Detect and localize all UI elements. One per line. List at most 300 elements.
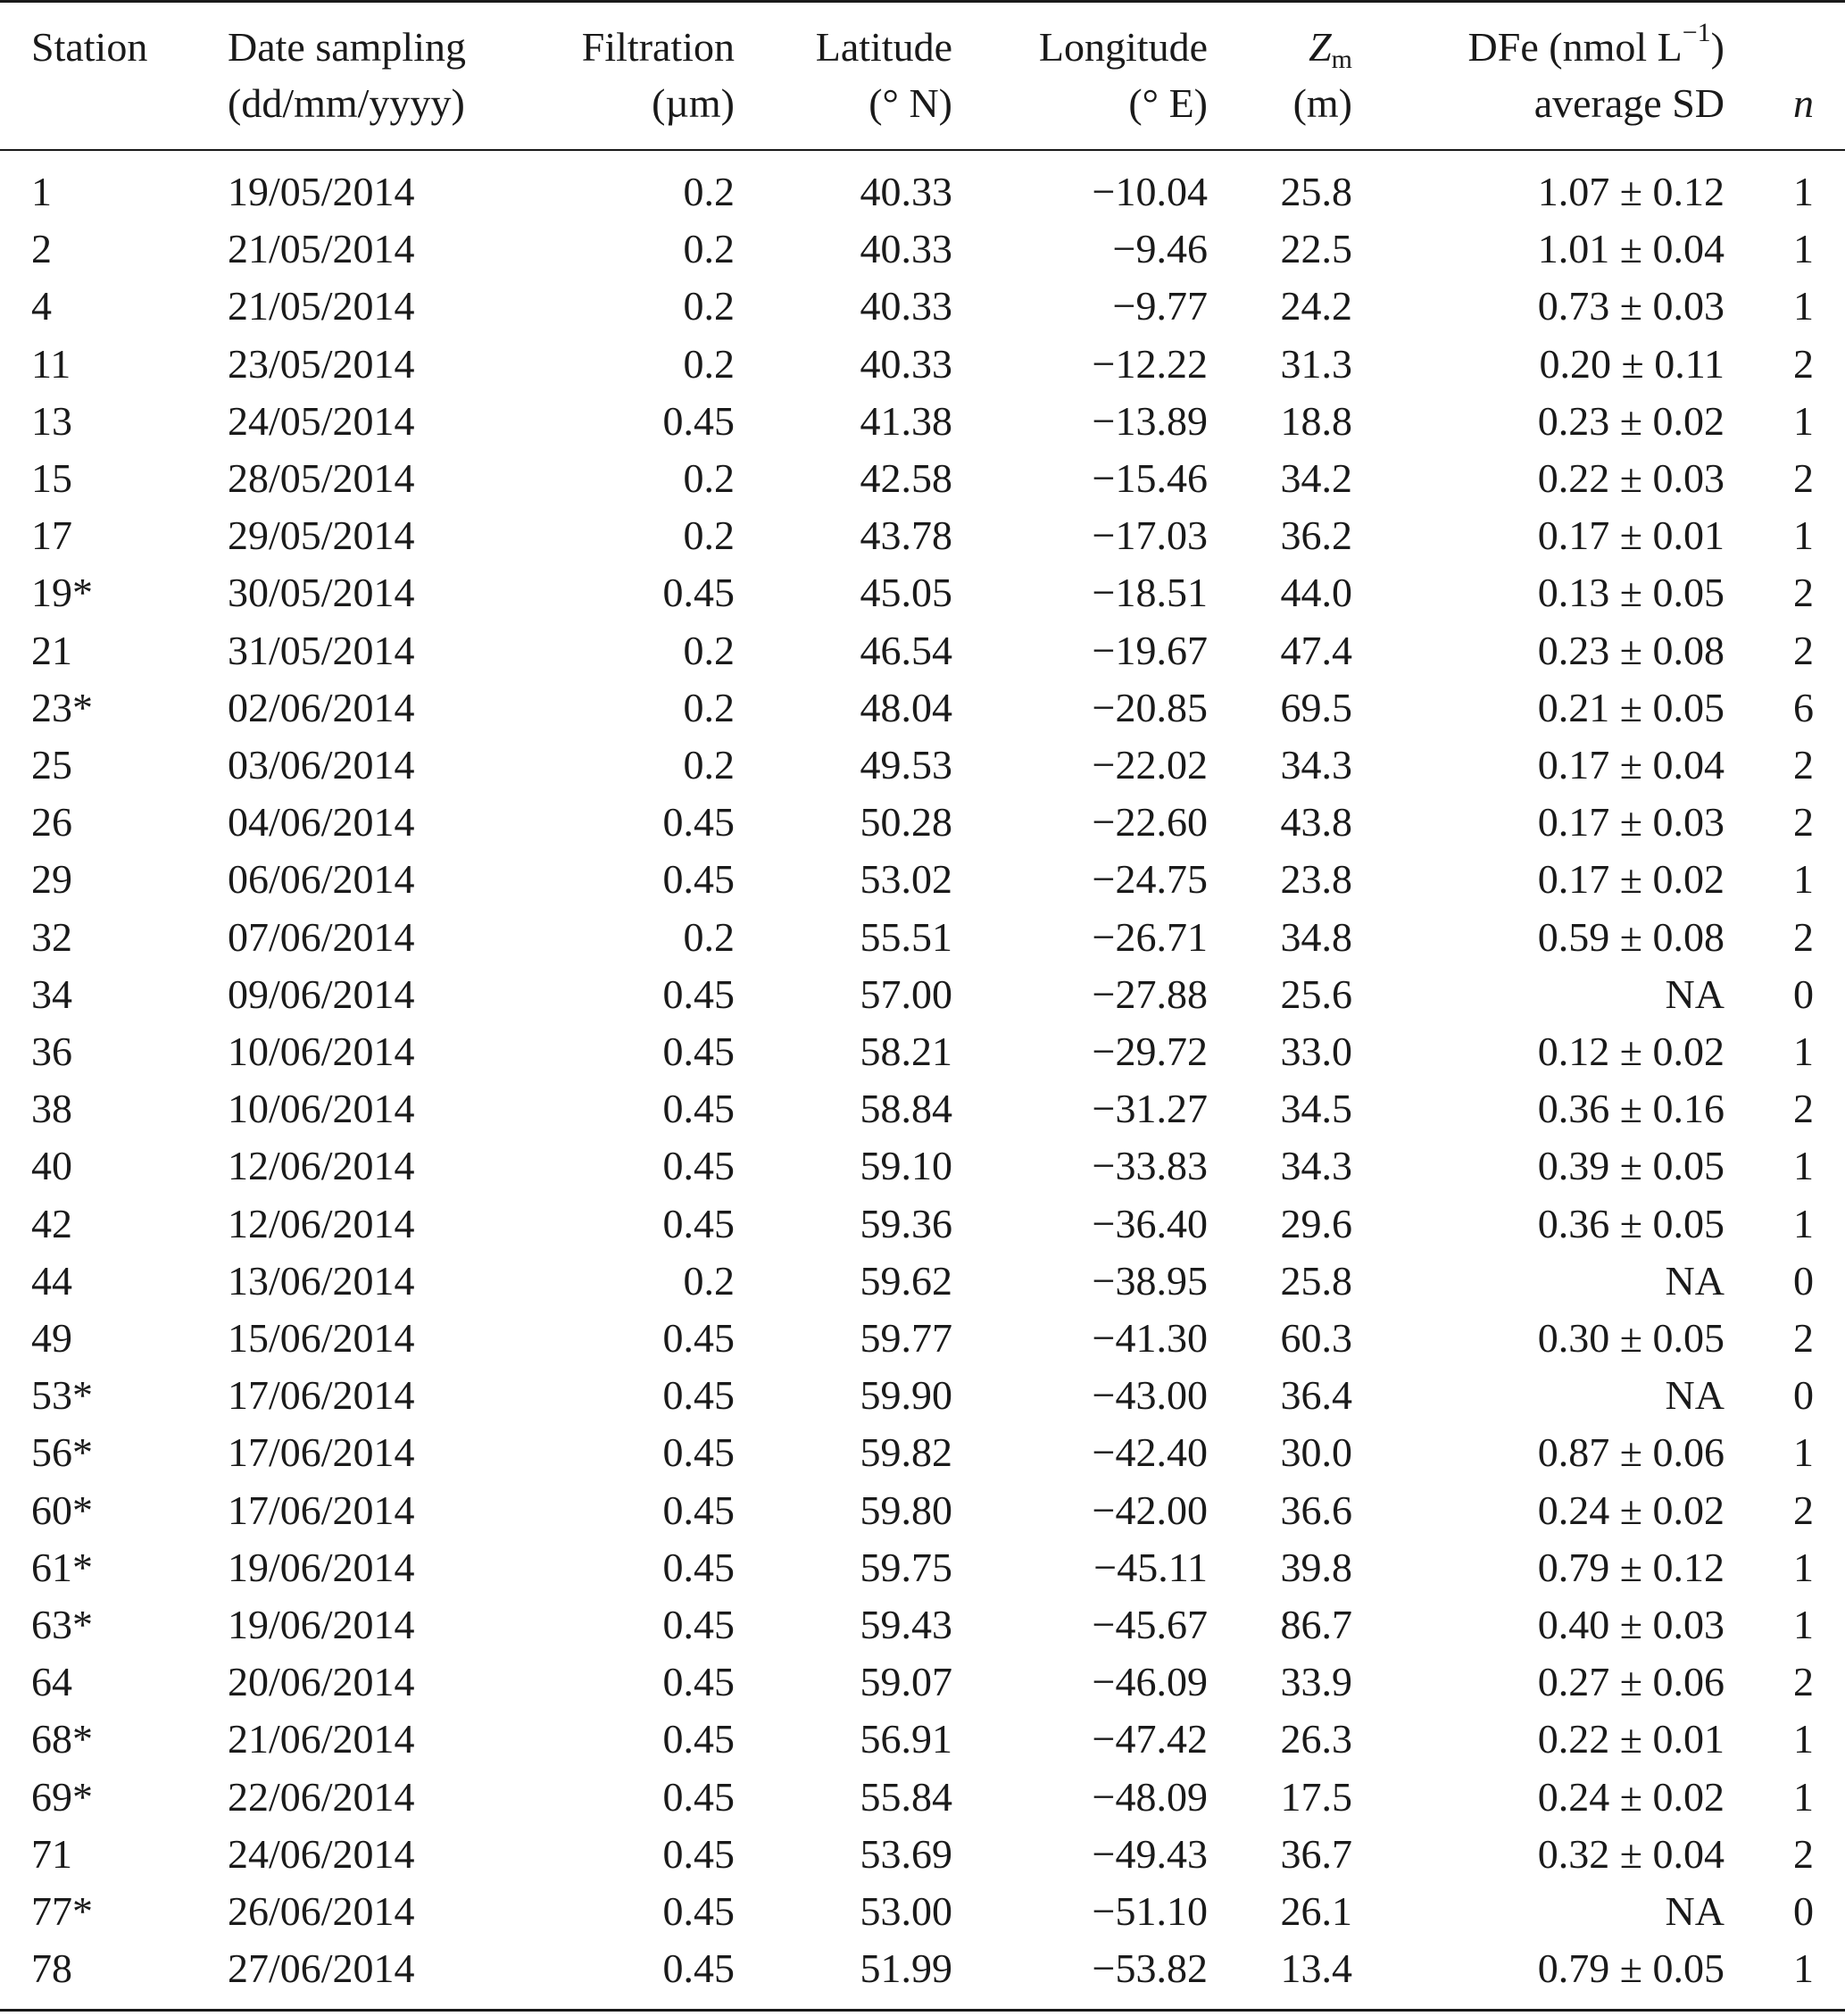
table-row — [0, 278, 1845, 335]
n-cell: 0 — [1793, 1372, 1814, 1419]
date-cell: 19/06/2014 — [228, 1602, 415, 1647]
header-longitude-line1: Longitude — [1038, 24, 1208, 70]
header-latitude-line2: (° N) — [868, 80, 952, 126]
station-cell: 56* — [31, 1429, 93, 1476]
date-cell: 03/06/2014 — [228, 742, 415, 787]
latitude-cell: 51.99 — [860, 1945, 952, 1992]
station-cell: 34 — [31, 971, 72, 1017]
n-cell: 2 — [1793, 627, 1814, 673]
n-cell: 1 — [1793, 856, 1814, 903]
n-cell: 6 — [1793, 684, 1814, 730]
n-cell: 0 — [1793, 1257, 1814, 1304]
latitude-cell: 59.62 — [860, 1257, 952, 1304]
table-row — [0, 1482, 1845, 1539]
filtration-cell: 0.2 — [683, 169, 735, 214]
filtration-cell: 0.45 — [662, 971, 735, 1017]
dfe-cell: NA — [1665, 1257, 1724, 1304]
station-cell: 23* — [31, 684, 93, 730]
zm-cell: 47.4 — [1280, 627, 1352, 673]
zm-cell: 60.3 — [1280, 1315, 1352, 1361]
dfe-cell: 0.40 ± 0.03 — [1537, 1602, 1724, 1647]
table-row — [0, 1711, 1845, 1768]
header-date-line2: (dd/mm/yyyy) — [228, 80, 465, 126]
zm-cell: 33.9 — [1280, 1659, 1352, 1705]
header-longitude-line2: (° E) — [1128, 80, 1208, 126]
longitude-cell: −45.67 — [1092, 1602, 1208, 1647]
longitude-cell: −53.82 — [1092, 1945, 1208, 1992]
station-cell: 42 — [31, 1200, 72, 1246]
n-cell: 0 — [1793, 971, 1814, 1017]
zm-cell: 26.1 — [1280, 1888, 1352, 1934]
longitude-cell: −33.83 — [1092, 1143, 1208, 1189]
dfe-cell: 1.07 ± 0.12 — [1537, 169, 1724, 214]
header-zm-subscript: m — [1331, 45, 1352, 74]
latitude-cell: 53.00 — [860, 1888, 952, 1934]
zm-cell: 86.7 — [1280, 1602, 1352, 1647]
zm-cell: 36.7 — [1280, 1830, 1352, 1877]
latitude-cell: 58.21 — [860, 1029, 952, 1074]
station-cell: 49 — [31, 1315, 72, 1361]
n-cell: 1 — [1793, 1029, 1814, 1074]
filtration-cell: 0.45 — [662, 1372, 735, 1419]
date-cell: 21/05/2014 — [228, 283, 415, 329]
table-row — [0, 622, 1845, 679]
date-cell: 20/06/2014 — [228, 1659, 415, 1705]
n-cell: 1 — [1793, 1429, 1814, 1476]
latitude-cell: 53.69 — [860, 1830, 952, 1877]
n-cell: 1 — [1793, 283, 1814, 329]
dfe-cell: 0.12 ± 0.02 — [1537, 1029, 1724, 1074]
zm-cell: 34.2 — [1280, 455, 1352, 501]
filtration-cell: 0.2 — [683, 684, 735, 730]
header-zm-unit: (m) — [1292, 80, 1352, 126]
date-cell: 26/06/2014 — [228, 1888, 415, 1934]
zm-cell: 34.3 — [1280, 1143, 1352, 1189]
latitude-cell: 59.10 — [860, 1143, 952, 1189]
n-cell: 1 — [1793, 1716, 1814, 1762]
latitude-cell: 59.80 — [860, 1487, 952, 1533]
n-cell: 1 — [1793, 1945, 1814, 1992]
dfe-cell: 0.17 ± 0.02 — [1537, 856, 1724, 903]
date-cell: 04/06/2014 — [228, 799, 415, 846]
header-latitude-line1: Latitude — [815, 24, 952, 70]
table-row — [0, 966, 1845, 1023]
latitude-cell: 45.05 — [860, 570, 952, 616]
date-cell: 22/06/2014 — [228, 1773, 415, 1820]
table-row — [0, 1596, 1845, 1654]
zm-cell: 33.0 — [1280, 1029, 1352, 1074]
date-cell: 28/05/2014 — [228, 455, 415, 501]
station-cell: 71 — [31, 1830, 72, 1877]
table-header-rule — [0, 149, 1845, 151]
latitude-cell: 59.82 — [860, 1429, 952, 1476]
date-cell: 21/06/2014 — [228, 1716, 415, 1762]
date-cell: 24/05/2014 — [228, 397, 415, 444]
latitude-cell: 41.38 — [860, 397, 952, 444]
zm-cell: 13.4 — [1280, 1945, 1352, 1992]
station-cell: 63* — [31, 1602, 93, 1647]
n-cell: 1 — [1793, 1544, 1814, 1590]
filtration-cell: 0.2 — [683, 340, 735, 387]
zm-cell: 34.3 — [1280, 742, 1352, 787]
date-cell: 27/06/2014 — [228, 1945, 415, 1992]
dfe-cell: 0.24 ± 0.02 — [1537, 1773, 1724, 1820]
table-row — [0, 737, 1845, 794]
longitude-cell: −22.60 — [1092, 799, 1208, 846]
longitude-cell: −36.40 — [1092, 1200, 1208, 1246]
date-cell: 12/06/2014 — [228, 1200, 415, 1246]
longitude-cell: −45.11 — [1093, 1544, 1208, 1590]
longitude-cell: −17.03 — [1092, 512, 1208, 559]
filtration-cell: 0.45 — [662, 1086, 735, 1132]
n-cell: 1 — [1793, 512, 1814, 559]
dfe-cell: 0.59 ± 0.08 — [1537, 913, 1724, 960]
dfe-cell: 0.79 ± 0.12 — [1537, 1544, 1724, 1590]
latitude-cell: 58.84 — [860, 1086, 952, 1132]
n-cell: 1 — [1793, 397, 1814, 444]
date-cell: 12/06/2014 — [228, 1143, 415, 1189]
filtration-cell: 0.2 — [683, 742, 735, 787]
table-row — [0, 1310, 1845, 1367]
table-row — [0, 1883, 1845, 1940]
station-cell: 29 — [31, 856, 72, 903]
date-cell: 30/05/2014 — [228, 570, 415, 616]
longitude-cell: −15.46 — [1092, 455, 1208, 501]
latitude-cell: 59.75 — [860, 1544, 952, 1590]
longitude-cell: −51.10 — [1092, 1888, 1208, 1934]
longitude-cell: −48.09 — [1092, 1773, 1208, 1820]
n-cell: 2 — [1793, 913, 1814, 960]
dfe-cell: 0.32 ± 0.04 — [1537, 1830, 1724, 1877]
zm-cell: 23.8 — [1280, 856, 1352, 903]
header-filtration-line1: Filtration — [581, 24, 735, 70]
header-zm-line1 — [1309, 20, 1352, 75]
n-cell: 0 — [1793, 1888, 1814, 1934]
longitude-cell: −49.43 — [1092, 1830, 1208, 1877]
longitude-cell: −10.04 — [1092, 169, 1208, 214]
table-row — [0, 1769, 1845, 1826]
longitude-cell: −20.85 — [1092, 684, 1208, 730]
n-cell: 2 — [1793, 340, 1814, 387]
date-cell: 13/06/2014 — [228, 1257, 415, 1304]
longitude-cell: −27.88 — [1092, 971, 1208, 1017]
station-cell: 78 — [31, 1945, 72, 1992]
dfe-cell: 0.21 ± 0.05 — [1537, 684, 1724, 730]
latitude-cell: 48.04 — [860, 684, 952, 730]
filtration-cell: 0.45 — [662, 1029, 735, 1074]
date-cell: 19/05/2014 — [228, 169, 415, 214]
station-cell: 32 — [31, 913, 72, 960]
station-cell: 26 — [31, 799, 72, 846]
zm-cell: 25.8 — [1280, 169, 1352, 214]
latitude-cell: 57.00 — [860, 971, 952, 1017]
n-cell: 2 — [1793, 1487, 1814, 1533]
longitude-cell: −18.51 — [1092, 570, 1208, 616]
latitude-cell: 49.53 — [860, 742, 952, 787]
dfe-cell: 0.20 ± 0.11 — [1539, 340, 1724, 387]
zm-cell: 69.5 — [1280, 684, 1352, 730]
dfe-cell: NA — [1665, 1888, 1724, 1934]
filtration-cell: 0.45 — [662, 1659, 735, 1705]
n-cell: 1 — [1793, 169, 1814, 214]
station-cell: 44 — [31, 1257, 72, 1304]
longitude-cell: −46.09 — [1092, 1659, 1208, 1705]
dfe-cell: 0.87 ± 0.06 — [1537, 1429, 1724, 1476]
longitude-cell: −42.40 — [1092, 1429, 1208, 1476]
filtration-cell: 0.45 — [662, 1429, 735, 1476]
zm-cell: 26.3 — [1280, 1716, 1352, 1762]
dfe-cell: 0.23 ± 0.02 — [1537, 397, 1724, 444]
longitude-cell: −24.75 — [1092, 856, 1208, 903]
header-zm-symbol: Z — [1309, 24, 1332, 70]
zm-cell: 18.8 — [1280, 397, 1352, 444]
date-cell: 02/06/2014 — [228, 684, 415, 730]
zm-cell: 36.2 — [1280, 512, 1352, 559]
station-cell: 69* — [31, 1773, 93, 1820]
station-cell: 38 — [31, 1086, 72, 1132]
header-filtration-line2: (µm) — [652, 80, 735, 126]
filtration-cell: 0.45 — [662, 1487, 735, 1533]
zm-cell: 34.8 — [1280, 913, 1352, 960]
dfe-cell: 0.36 ± 0.05 — [1537, 1200, 1724, 1246]
date-cell: 10/06/2014 — [228, 1029, 415, 1074]
zm-cell: 22.5 — [1280, 226, 1352, 272]
filtration-cell: 0.45 — [662, 570, 735, 616]
n-cell: 2 — [1793, 1086, 1814, 1132]
filtration-cell: 0.45 — [662, 1315, 735, 1361]
filtration-cell: 0.2 — [683, 627, 735, 673]
filtration-cell: 0.45 — [662, 1888, 735, 1934]
table-row — [0, 794, 1845, 851]
n-cell: 1 — [1793, 1143, 1814, 1189]
date-cell: 21/05/2014 — [228, 226, 415, 272]
table-row — [0, 679, 1845, 737]
latitude-cell: 56.91 — [860, 1716, 952, 1762]
longitude-cell: −9.77 — [1112, 283, 1208, 329]
date-cell: 15/06/2014 — [228, 1315, 415, 1361]
table-row — [0, 1137, 1845, 1195]
date-cell: 09/06/2014 — [228, 971, 415, 1017]
latitude-cell: 59.77 — [860, 1315, 952, 1361]
n-cell: 2 — [1793, 742, 1814, 787]
filtration-cell: 0.2 — [683, 1257, 735, 1304]
zm-cell: 43.8 — [1280, 799, 1352, 846]
zm-cell: 36.4 — [1280, 1372, 1352, 1419]
table-row — [0, 221, 1845, 278]
filtration-cell: 0.45 — [662, 856, 735, 903]
n-cell: 2 — [1793, 799, 1814, 846]
filtration-cell: 0.2 — [683, 913, 735, 960]
filtration-cell: 0.45 — [662, 1143, 735, 1189]
table-row — [0, 1539, 1845, 1596]
latitude-cell: 40.33 — [860, 283, 952, 329]
filtration-cell: 0.45 — [662, 1773, 735, 1820]
station-cell: 53* — [31, 1372, 93, 1419]
filtration-cell: 0.2 — [683, 226, 735, 272]
filtration-cell: 0.45 — [662, 1602, 735, 1647]
station-cell: 2 — [31, 226, 52, 272]
header-dfe-exponent: −1 — [1682, 18, 1711, 47]
date-cell: 23/05/2014 — [228, 340, 415, 387]
header-station: Station — [31, 24, 148, 70]
zm-cell: 30.0 — [1280, 1429, 1352, 1476]
date-cell: 24/06/2014 — [228, 1830, 415, 1877]
filtration-cell: 0.45 — [662, 1200, 735, 1246]
dfe-cell: 0.27 ± 0.06 — [1537, 1659, 1724, 1705]
station-cell: 1 — [31, 169, 52, 214]
longitude-cell: −13.89 — [1092, 397, 1208, 444]
header-n: n — [1793, 80, 1814, 126]
table-row — [0, 851, 1845, 908]
n-cell: 2 — [1793, 570, 1814, 616]
station-cell: 13 — [31, 397, 72, 444]
station-cell: 25 — [31, 742, 72, 787]
zm-cell: 29.6 — [1280, 1200, 1352, 1246]
n-cell: 2 — [1793, 1659, 1814, 1705]
dfe-cell: 0.13 ± 0.05 — [1537, 570, 1724, 616]
station-cell: 36 — [31, 1029, 72, 1074]
station-cell: 60* — [31, 1487, 93, 1533]
table-row — [0, 336, 1845, 393]
station-cell: 21 — [31, 627, 72, 673]
longitude-cell: −38.95 — [1092, 1257, 1208, 1304]
dfe-cell: 1.01 ± 0.04 — [1537, 226, 1724, 272]
dfe-cell: NA — [1665, 971, 1724, 1017]
n-cell: 2 — [1793, 455, 1814, 501]
n-cell: 1 — [1793, 1773, 1814, 1820]
filtration-cell: 0.45 — [662, 1830, 735, 1877]
station-cell: 61* — [31, 1544, 93, 1590]
table-row — [0, 163, 1845, 221]
longitude-cell: −29.72 — [1092, 1029, 1208, 1074]
table-row — [0, 507, 1845, 564]
n-cell: 1 — [1793, 1602, 1814, 1647]
table-row — [0, 1367, 1845, 1424]
latitude-cell: 50.28 — [860, 799, 952, 846]
header-dfe-line2: average SD — [1533, 80, 1724, 126]
latitude-cell: 53.02 — [860, 856, 952, 903]
station-cell: 77* — [31, 1888, 93, 1934]
filtration-cell: 0.45 — [662, 1945, 735, 1992]
table-row — [0, 393, 1845, 450]
date-cell: 19/06/2014 — [228, 1544, 415, 1590]
table-row — [0, 450, 1845, 507]
latitude-cell: 59.90 — [860, 1372, 952, 1419]
zm-cell: 39.8 — [1280, 1544, 1352, 1590]
filtration-cell: 0.2 — [683, 512, 735, 559]
dfe-cell: 0.30 ± 0.05 — [1537, 1315, 1724, 1361]
station-cell: 68* — [31, 1716, 93, 1762]
table-row — [0, 1826, 1845, 1883]
zm-cell: 25.6 — [1280, 971, 1352, 1017]
filtration-cell: 0.45 — [662, 1716, 735, 1762]
latitude-cell: 55.51 — [860, 913, 952, 960]
table-row — [0, 909, 1845, 966]
dfe-cell: 0.17 ± 0.04 — [1537, 742, 1724, 787]
n-cell: 1 — [1793, 1200, 1814, 1246]
table-bottom-rule — [0, 2009, 1845, 2012]
header-dfe-suffix: ) — [1710, 24, 1724, 70]
zm-cell: 17.5 — [1280, 1773, 1352, 1820]
date-cell: 10/06/2014 — [228, 1086, 415, 1132]
longitude-cell: −12.22 — [1092, 340, 1208, 387]
dfe-cell: 0.22 ± 0.01 — [1537, 1716, 1724, 1762]
longitude-cell: −43.00 — [1092, 1372, 1208, 1419]
date-cell: 29/05/2014 — [228, 512, 415, 559]
station-cell: 19* — [31, 570, 93, 616]
latitude-cell: 59.36 — [860, 1200, 952, 1246]
n-cell: 2 — [1793, 1315, 1814, 1361]
latitude-cell: 42.58 — [860, 455, 952, 501]
latitude-cell: 40.33 — [860, 169, 952, 214]
dfe-cell: 0.36 ± 0.16 — [1537, 1086, 1724, 1132]
table-top-rule — [0, 0, 1845, 3]
station-cell: 40 — [31, 1143, 72, 1189]
table-row — [0, 1023, 1845, 1080]
latitude-cell: 40.33 — [860, 226, 952, 272]
n-cell: 1 — [1793, 226, 1814, 272]
longitude-cell: −19.67 — [1092, 627, 1208, 673]
table-row — [0, 1080, 1845, 1137]
dfe-cell: 0.39 ± 0.05 — [1537, 1143, 1724, 1189]
zm-cell: 34.5 — [1280, 1086, 1352, 1132]
latitude-cell: 59.07 — [860, 1659, 952, 1705]
date-cell: 06/06/2014 — [228, 856, 415, 903]
zm-cell: 31.3 — [1280, 340, 1352, 387]
table-row — [0, 1195, 1845, 1253]
table-row — [0, 564, 1845, 621]
filtration-cell: 0.2 — [683, 283, 735, 329]
header-dfe-line1 — [1468, 20, 1724, 75]
table-row — [0, 1424, 1845, 1481]
station-cell: 11 — [31, 340, 71, 387]
longitude-cell: −9.46 — [1112, 226, 1208, 272]
dfe-cell: 0.73 ± 0.03 — [1537, 283, 1724, 329]
date-cell: 07/06/2014 — [228, 913, 415, 960]
station-cell: 4 — [31, 283, 52, 329]
filtration-cell: 0.45 — [662, 397, 735, 444]
latitude-cell: 40.33 — [860, 340, 952, 387]
longitude-cell: −26.71 — [1092, 913, 1208, 960]
dfe-cell: 0.23 ± 0.08 — [1537, 627, 1724, 673]
latitude-cell: 59.43 — [860, 1602, 952, 1647]
dfe-cell: 0.79 ± 0.05 — [1537, 1945, 1724, 1992]
longitude-cell: −41.30 — [1092, 1315, 1208, 1361]
table-row — [0, 1253, 1845, 1310]
longitude-cell: −47.42 — [1092, 1716, 1208, 1762]
filtration-cell: 0.2 — [683, 455, 735, 501]
longitude-cell: −31.27 — [1092, 1086, 1208, 1132]
n-cell: 2 — [1793, 1830, 1814, 1877]
latitude-cell: 46.54 — [860, 627, 952, 673]
date-cell: 31/05/2014 — [228, 627, 415, 673]
date-cell: 17/06/2014 — [228, 1429, 415, 1476]
latitude-cell: 43.78 — [860, 512, 952, 559]
longitude-cell: −42.00 — [1092, 1487, 1208, 1533]
date-cell: 17/06/2014 — [228, 1487, 415, 1533]
header-dfe-prefix: DFe (nmol L — [1467, 24, 1683, 70]
date-cell: 17/06/2014 — [228, 1372, 415, 1419]
zm-cell: 44.0 — [1280, 570, 1352, 616]
dfe-cell: 0.24 ± 0.02 — [1537, 1487, 1724, 1533]
filtration-cell: 0.45 — [662, 799, 735, 846]
zm-cell: 25.8 — [1280, 1257, 1352, 1304]
filtration-cell: 0.45 — [662, 1544, 735, 1590]
dfe-cell: NA — [1665, 1372, 1724, 1419]
longitude-cell: −22.02 — [1092, 742, 1208, 787]
zm-cell: 24.2 — [1280, 283, 1352, 329]
dfe-cell: 0.17 ± 0.03 — [1537, 799, 1724, 846]
